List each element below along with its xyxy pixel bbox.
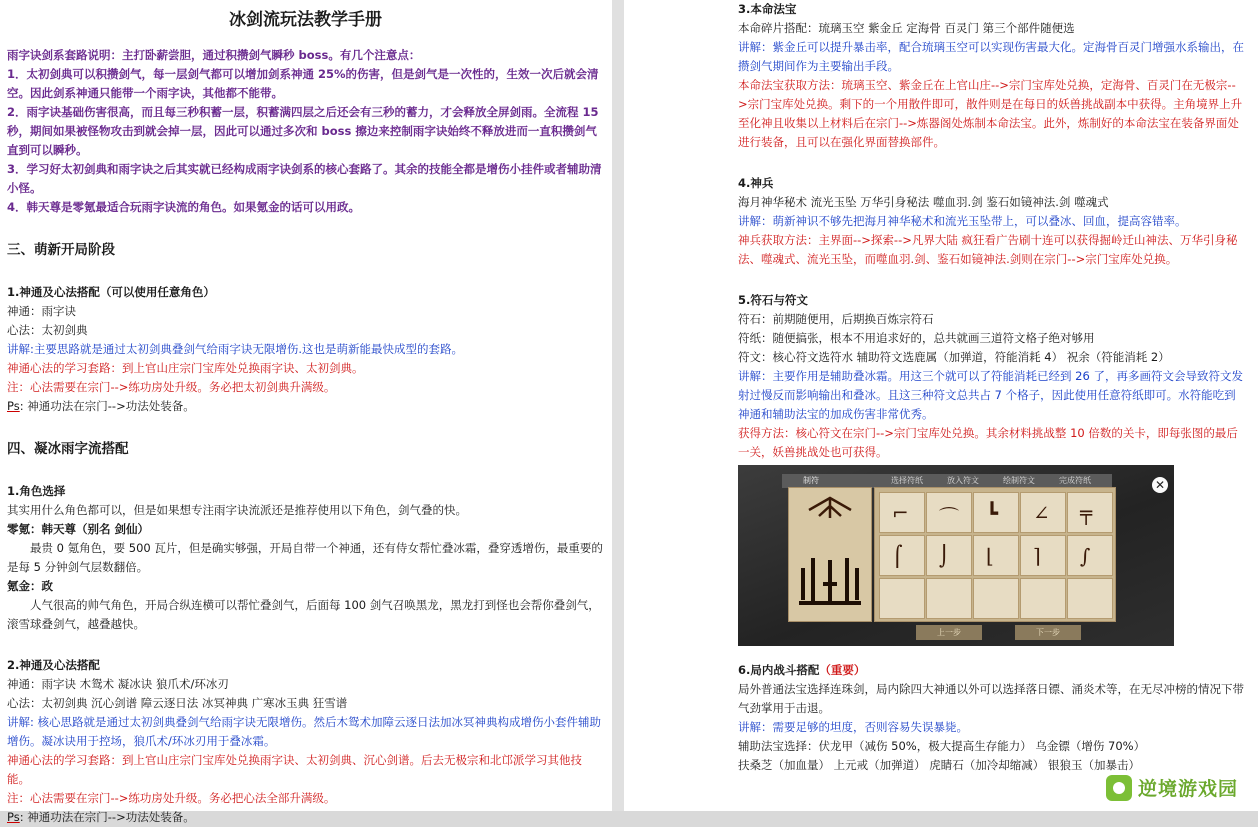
rune-glyph-icon: ⌊ — [986, 544, 994, 568]
combo-explain: 讲解: 核心思路就是通过太初剑典叠剑气给雨字诀无限增伤。然后木鸳术加障云逐日法加冰冥神典构成增伤小套件辅助增伤。凝冰诀用于控场，狼爪术/环冰刃用于叠冰霜。 — [7, 715, 602, 748]
watermark-text: 逆境游戏园 — [1137, 778, 1238, 800]
weapon-line: 海月神华秘术 流光玉坠 万华引身秘法 噬血羽.剑 鉴石如镜神法.剑 噬魂式 — [738, 195, 1109, 209]
rune-grid-cell — [879, 492, 925, 533]
talisman-glyph-icon — [789, 488, 871, 621]
screenshot-close-icon: ✕ — [1152, 477, 1168, 493]
rune-grid-cell — [1067, 492, 1113, 533]
rune-grid-cell — [1067, 578, 1113, 619]
rune-grid-cell — [879, 535, 925, 576]
screenshot-next-button: 下一步 — [1015, 625, 1081, 640]
rune-explain: 讲解：主要作用是辅助叠冰霜。用这三个就可以了符能消耗已经到 26 了，再多画符文会导致符文发射过慢反而影响输出和叠冰。且这三种符文总共占 7 个格子，因此使用任意符纸即可。水符能吃到神通和辅助法宝的加成伤害非常优秀。 — [738, 369, 1243, 421]
intro-item-2: 2．雨字诀基础伤害很高，而且每三秒积蓄一层，积蓄满四层之后还会有三秒的蓄力，才会释放全屏剑雨。全流程 15 秒，期间如果被怪物攻击到就会掉一层，因此可以通过多次和 boss 擦边来控制雨字诀始终不释放进而一直积攒剑气直到可以瞬秒。 — [7, 105, 599, 157]
intro-item-4: 4．韩天尊是零氪最适合玩雨字诀流的角色。如果氪金的话可以用政。 — [7, 200, 360, 214]
screenshot-title: 制符 — [803, 476, 819, 485]
treasure-subheading: 3.本命法宝 — [738, 2, 797, 16]
combo-ps-text: : 神通功法在宗门-->功法处装备。 — [19, 810, 195, 824]
combo-subheading: 2.神通及心法搭配 — [7, 658, 100, 672]
battle-important-tag: （重要） — [819, 663, 866, 677]
role-zero-label: 零氪：韩天尊（别名 剑仙） — [7, 522, 150, 536]
combo-shentong: 神通：雨字诀 木鸳术 凝冰诀 狼爪术/环冰刃 — [7, 677, 229, 691]
beginner-learn: 神通心法的学习套路：到上官山庄宗门宝库处兑换雨字诀、太初剑典。 — [7, 361, 364, 375]
rune-glyph-icon: ⌐ — [892, 501, 909, 525]
battle-subheading-text: 6.局内战斗搭配 — [738, 663, 820, 677]
beginner-ps-label: Ps — [7, 399, 20, 413]
screenshot-tab-2: 放入符文 — [947, 476, 979, 485]
beginner-subheading: 1.神通及心法搭配（可以使用任意角色） — [7, 285, 215, 299]
weapon-subheading: 4.神兵 — [738, 176, 774, 190]
rune-grid-cell — [1020, 535, 1066, 576]
combo-xinfa: 心法：太初剑典 沉心剑谱 障云逐日法 冰冥神典 广寒冰玉典 狂雪谱 — [7, 696, 348, 710]
screenshot-tab-4: 完成符纸 — [1059, 476, 1091, 485]
role-subheading: 1.角色选择 — [7, 484, 66, 498]
combo-note: 注：心法需要在宗门-->练功房处升级。务必把心法全部升满级。 — [7, 791, 336, 805]
left-page — [0, 0, 612, 824]
rune-glyph-icon: ⌉ — [1033, 544, 1041, 568]
rune-fuzhi: 符纸：随便搞张，根本不用追求好的，总共就画三道符文格子绝对够用 — [738, 331, 1095, 345]
rune-grid-cell — [1067, 535, 1113, 576]
left-content — [7, 0, 604, 827]
rune-grid-cell — [973, 492, 1019, 533]
role-paid-label: 氪金：政 — [7, 579, 53, 593]
rune-glyph-icon: ∫ — [1080, 544, 1091, 568]
battle-aux-2: 扶桑芝（加血量） 上元戒（加弹道） 虎睛石（加冷却缩减） 银狼玉（加暴击） — [738, 758, 1140, 772]
screenshot-tab-3: 绘制符文 — [1003, 476, 1035, 485]
intro-item-1: 1．太初剑典可以积攒剑气，每一层剑气都可以增加剑系神通 25%的伤害，但是剑气是一次性的，生效一次后就会清空。因此剑系神通只能带一个雨字诀，其他都不能带。 — [7, 67, 599, 100]
rune-grid-cell — [1020, 492, 1066, 533]
beginner-ps-text: : 神通功法在宗门-->功法处装备。 — [19, 399, 195, 413]
rune-get: 获得方法：核心符文在宗门-->宗门宝库处兑换。其余材料挑战整 10 倍数的关卡，即每张图的最后一关，妖兽挑战处也可获得。 — [738, 426, 1238, 459]
combo-learn: 神通心法的学习套路：到上官山庄宗门宝库处兑换雨字诀、太初剑典、沉心剑谱。后去无极宗和北邙派学习其他技能。 — [7, 753, 582, 786]
role-intro: 其实用什么角色都可以，但是如果想专注雨字诀流派还是推荐使用以下角色，剑气叠的快。 — [7, 503, 467, 517]
section-heading-ice-rain: 四、凝冰雨字流搭配 — [7, 441, 129, 457]
rune-grid-cell — [1020, 578, 1066, 619]
screenshot-tab-1: 选择符纸 — [891, 476, 923, 485]
rune-subheading: 5.符石与符文 — [738, 293, 808, 307]
watermark-logo-icon — [1106, 775, 1132, 801]
screenshot-prev-button: 上一步 — [916, 625, 982, 640]
screenshot-rune-grid — [874, 487, 1116, 622]
beginner-xinfa: 心法：太初剑典 — [7, 323, 88, 337]
beginner-ps — [7, 397, 604, 416]
beginner-note: 注：心法需要在宗门-->练功房处升级。务必把太初剑典升满级。 — [7, 380, 336, 394]
role-zero-text: 最贵 0 氪角色，要 500 瓦片，但是确实够强，开局自带一个神通，还有侍女帮忙叠冰霜，叠穿透增伤，最重要的是每 5 分钟剑气层数翻倍。 — [7, 541, 603, 574]
weapon-get: 神兵获取方法：主界面-->探索-->凡界大陆 疯狂看广告刷十连可以获得掘岭迁山神法、万华引身秘法、噬魂式、流光玉坠，而噬血羽.剑、鉴石如镜神法.剑则在宗门-->宗门宝库处兑换。 — [738, 233, 1238, 266]
battle-explain: 讲解：需要足够的坦度，否则容易失误暴毙。 — [738, 720, 968, 734]
rune-fuwen: 符文：核心符文选符水 辅助符文选鹿属（加弹道，符能消耗 4） 祝余（符能消耗 2） — [738, 350, 1170, 364]
rune-glyph-icon: ╤ — [1080, 501, 1093, 525]
section-heading-beginner: 三、萌新开局阶段 — [7, 242, 115, 258]
rune-grid-cell — [926, 578, 972, 619]
rune-grid-cell — [926, 535, 972, 576]
battle-aux: 辅助法宝选择：伏龙甲（减伤 50%，极大提高生存能力） 乌金镖（增伤 70%） — [738, 739, 1146, 753]
beginner-shentong: 神通：雨字诀 — [7, 304, 76, 318]
watermark — [1106, 774, 1238, 801]
rune-glyph-icon: ⌡ — [939, 544, 950, 568]
rune-grid-cell — [973, 578, 1019, 619]
battle-line: 局外普通法宝选择连珠剑，局内除四大神通以外可以选择落日镖、涌炎术等，在无尽冲榜的情况下带气劲掌用于击退。 — [738, 682, 1244, 715]
intro-item-3: 3．学习好太初剑典和雨字诀之后其实就已经构成雨字诀剑系的核心套路了。其余的技能全都是增伤小挂件或者辅助清小怪。 — [7, 162, 602, 195]
rune-grid-cell — [926, 492, 972, 533]
treasure-line: 本命碎片搭配：琉璃玉空 紫金丘 定海骨 百灵门 第三个部件随便选 — [738, 21, 1075, 35]
page-gap — [612, 0, 624, 811]
treasure-get: 本命法宝获取方法：琉璃玉空、紫金丘在上官山庄-->宗门宝库处兑换，定海骨、百灵门在无极宗-->宗门宝库处兑换。剩下的一个用散件即可，散件则是在每日的妖兽挑战副本中获得。主角境界上升至化神且收集以上材料后在宗门-->炼器阁处炼制本命法宝。此外，炼制好的本命法宝在装备界面处进行装备，且可以在强化界面替换部件。 — [738, 78, 1243, 149]
right-content — [738, 0, 1244, 775]
rune-glyph-icon: ┗ — [986, 501, 999, 525]
rune-grid-cell — [973, 535, 1019, 576]
intro-title: 雨字诀剑系套路说明：主打卧薪尝胆，通过积攒剑气瞬秒 boss。有几个注意点： — [7, 48, 421, 62]
rune-fushi: 符石：前期随便用，后期换百炼宗符石 — [738, 312, 934, 326]
combo-ps-label: Ps — [7, 810, 20, 824]
combo-ps — [7, 808, 604, 827]
doc-title: 冰剑流玩法教学手册 — [229, 10, 382, 30]
battle-subheading — [738, 661, 1244, 680]
treasure-explain: 讲解：紫金丘可以提升暴击率，配合琉璃玉空可以实现伤害最大化。定海骨百灵门增强水系输出，在攒剑气期间作为主要输出手段。 — [738, 40, 1244, 73]
rune-glyph-icon: ⌠ — [892, 544, 903, 568]
beginner-explain: 讲解:主要思路就是通过太初剑典叠剑气给雨字诀无限增伤.这也是萌新能最快成型的套路。 — [7, 342, 464, 356]
rune-grid-cell — [879, 578, 925, 619]
right-page — [624, 0, 1258, 811]
rune-glyph-icon: ∠ — [1033, 501, 1050, 525]
screenshot-talisman-paper — [788, 487, 872, 622]
weapon-explain: 讲解：萌新神识不够先把海月神华秘术和流光玉坠带上，可以叠冰、回血，提高容错率。 — [738, 214, 1187, 228]
role-paid-text: 人气很高的帅气角色，开局合纵连横可以帮忙叠剑气，后面每 100 剑气召唤黑龙，黑龙打到怪也会帮你叠剑气，滚雪球叠剑气，越叠越快。 — [7, 598, 600, 631]
rune-glyph-icon: ⌒ — [939, 505, 959, 529]
rune-crafting-screenshot — [738, 465, 1174, 646]
